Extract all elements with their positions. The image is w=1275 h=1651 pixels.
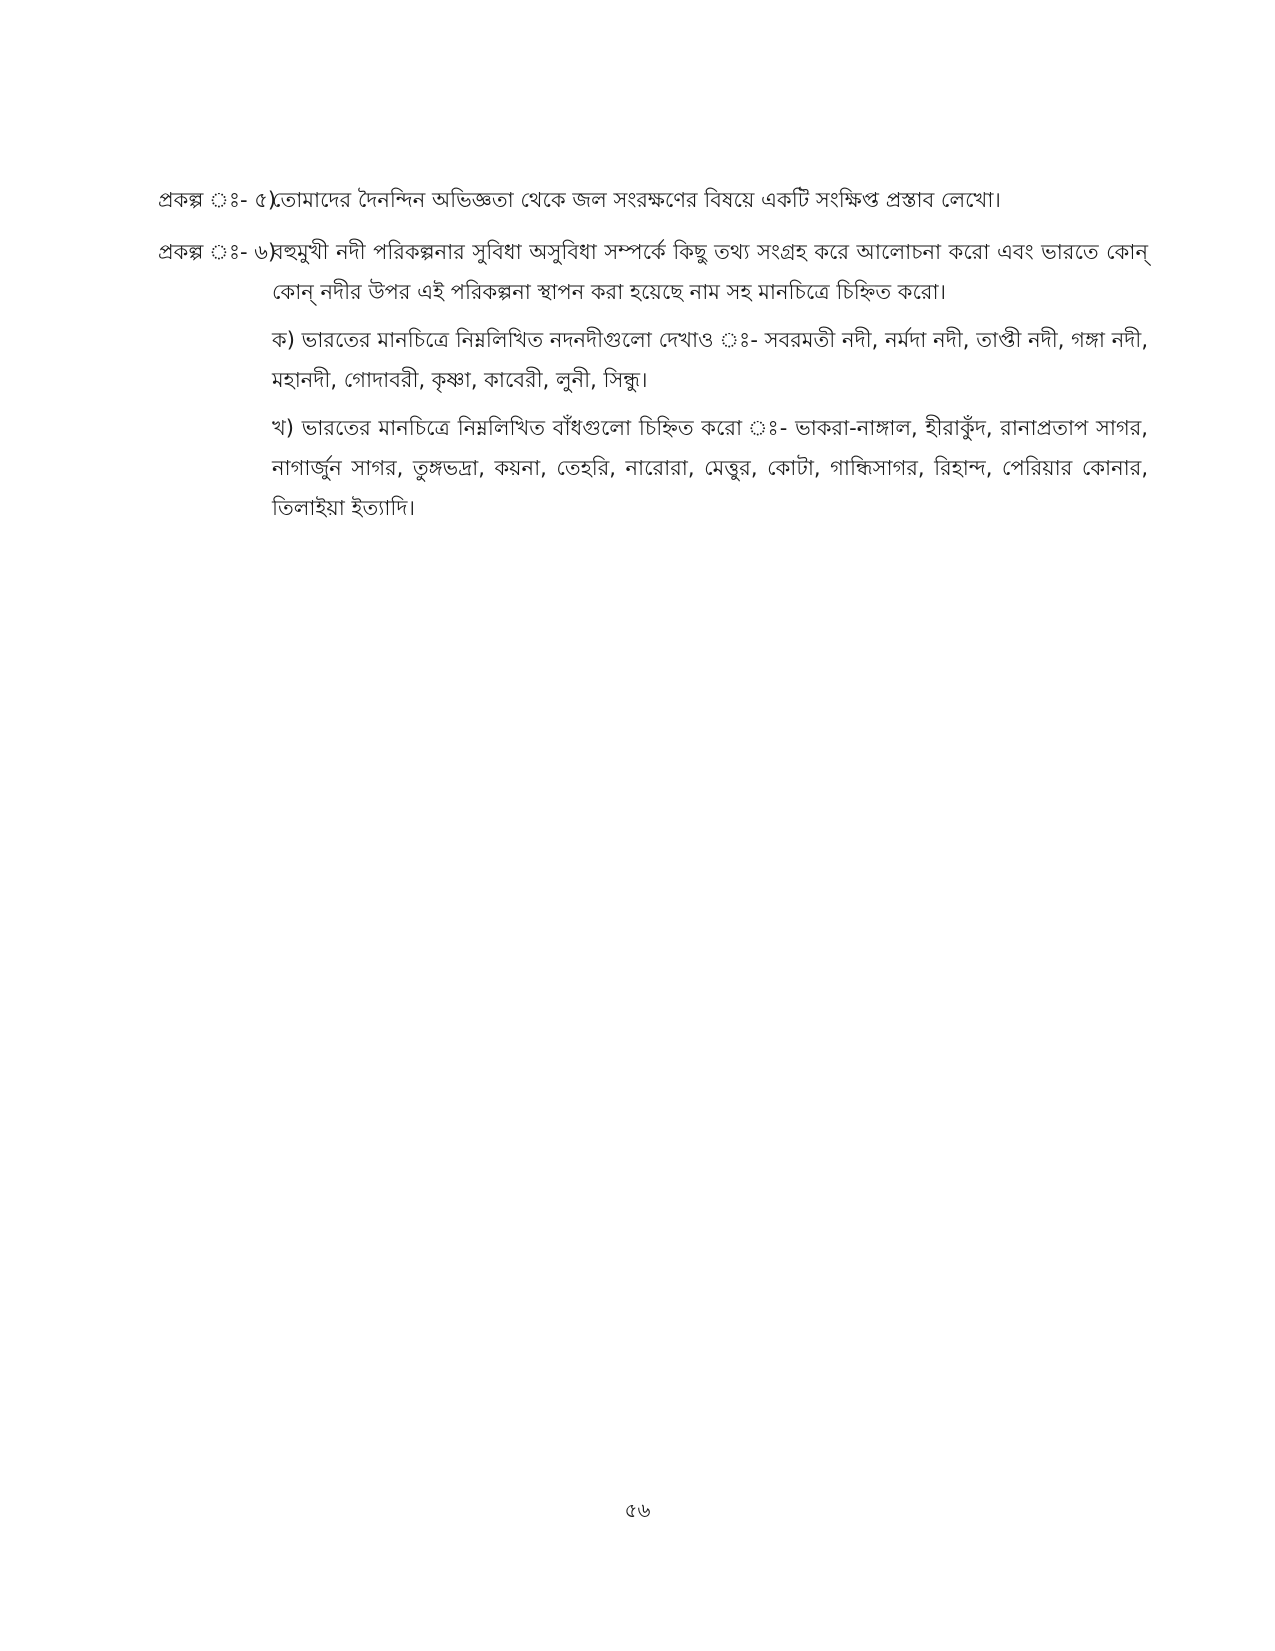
project-6-label: প্রকল্প ঃ- ৬) [158,240,277,264]
project-6 [158,232,1148,528]
subitem-ka-text: ক) ভারতের মানচিত্রে নিম্নলিখিত নদনদীগুলো দেখাও ঃ- সবরমতী নদী, নর্মদা নদী, তাপ্তী নদী, গঙ্গা নদী, মহানদী, গোদাবরী, কৃষ্ণা, কাবেরী, লুনী, সিন্ধু। [272,328,1148,392]
page-number: ৫৬ [624,1498,651,1522]
project-5-text: তোমাদের দৈনন্দিন অভিজ্ঞতা থেকে জল সংরক্ষণের বিষয়ে একটি সংক্ষিপ্ত প্রস্তাব লেখো। [272,188,1001,212]
project-6-subitem-ka [272,320,1148,400]
project-5 [158,180,1148,220]
subitem-kha-text: খ) ভারতের মানচিত্রে নিম্নলিখিত বাঁধগুলো চিহ্নিত করো ঃ- ভাকরা-নাঙ্গাল, হীরাকুঁদ, রানাপ্রতাপ সাগর, নাগার্জুন সাগর, তুঙ্গভদ্রা, কয়না, তেহরি, নারোরা, মেত্তুর, কোটা, গান্ধিসাগর, রিহান্দ, পেরিয়ার কোনার, তিলাইয়া ইত্যাদি। [272,416,1148,520]
project-6-text: বহুমুখী নদী পরিকল্পনার সুবিধা অসুবিধা সম্পর্কে কিছু তথ্য সংগ্রহ করে আলোচনা করো এবং ভারতে কোন্ কোন্ নদীর উপর এই পরিকল্পনা স্থাপন করা হয়েছে নাম সহ মানচিত্রে চিহ্নিত করো। [272,240,1148,304]
project-6-subitem-kha [272,408,1148,528]
project-5-label: প্রকল্প ঃ- ৫) [158,188,277,212]
